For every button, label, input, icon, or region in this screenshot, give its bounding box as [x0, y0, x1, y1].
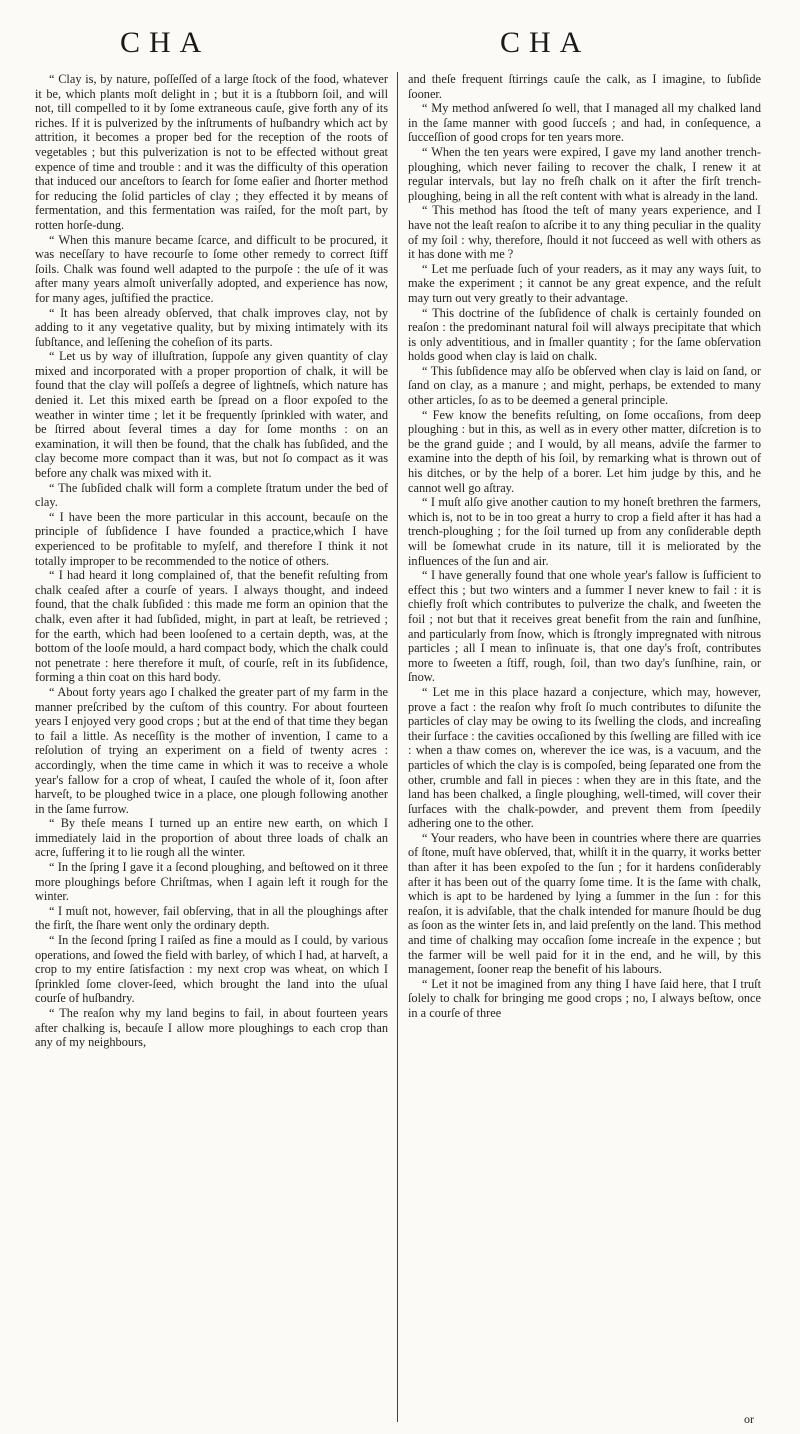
right-column: [408, 72, 761, 1422]
column-rule: [397, 72, 398, 1422]
paragraph: “ I have generally found that one whole year's fallow is ſufficient to effect this ; but two winters and a ſummer I never knew to fail : it is chiefly froſt which contributes to pulverize the chalk, and ſweeten the foil ; not but that it receives great benefit from the rain and ſunſhine, and particularly from ſnow, which is ſtrongly impregnated with nitrous particles ; all I mean to inſinuate is, that one day's froſt, contributes more to ſweeten a ſtiff, rough, ſoil, than two day's ſunſhine, rain, or ſnow.: [408, 568, 761, 685]
paragraph: “ I muſt not, however, fail obſerving, that in all the ploughings after the firſt, the ſhare went only the ordinary depth.: [35, 903, 388, 933]
paragraph: “ In the ſpring I gave it a ſecond ploughing, and beſtowed on it three more ploughings before Chriſtmas, when I again left it rough for the winter.: [35, 860, 388, 904]
running-head-right: CHA: [500, 26, 591, 59]
paragraph: “ Let us by way of illuſtration, ſuppoſe any given quantity of clay mixed and incorporated with a proper proportion of chalk, it will be found that the clay will poſſeſs a degree of lightneſs, which nature has denied it. Let this mixed earth be ſpread on a floor expoſed to the weather in winter time ; let it be frequently ſprinkled with water, and be ſtirred about ſeveral times a day for ſome months : on an examination, it will then be found, that the chalk has ſubſided, and the clay become more compact than it was, but not ſo compact as it was before any chalk was mixed with it.: [35, 349, 388, 481]
paragraph: “ The ſubſided chalk will form a complete ſtratum under the bed of clay.: [35, 480, 388, 510]
paragraph: “ In the ſecond ſpring I raiſed as fine a mould as I could, by various operations, and ſowed the field with barley, of which I had, at harveſt, a crop to my entire ſatisfaction : my next crop was wheat, on which I ſprinkled ſome clover-ſeed, which brought the land into the uſual courſe of huſbandry.: [35, 933, 388, 1006]
left-column: [35, 72, 388, 1422]
paragraph: “ This method has ſtood the teſt of many years experience, and I have not the leaſt reaſon to aſcribe it to any thing peculiar in the quality of my ſoil : why, therefore, ſhould it not ſucceed as well with others as it has done with me ?: [408, 203, 761, 262]
paragraph: “ It has been already obſerved, that chalk improves clay, not by adding to it any vegetative quality, but by mixing intimately with its ſubſtance, and leſſening the coheſion of its parts.: [35, 305, 388, 349]
paragraph: “ This doctrine of the ſubſidence of chalk is certainly founded on reaſon : the predominant natural foil will always precipitate that which is only adventitious, and in ſmaller quantity ; for the ſame obſervation holds good when clay is laid on chalk.: [408, 305, 761, 364]
paragraph: “ By theſe means I turned up an entire new earth, on which I immediately laid in the proportion of about three loads of chalk an acre, ſuffering it to lie rough all the winter.: [35, 816, 388, 860]
paragraph: “ This ſubſidence may alſo be obſerved when clay is laid on ſand, or ſand on clay, as a manure ; and might, perhaps, be extended to many other articles, ſo as to be deemed a general principle.: [408, 363, 761, 408]
paragraph-continuation: and theſe frequent ſtirrings cauſe the calk, as I imagine, to ſubſide ſooner.: [408, 72, 761, 101]
paragraph: “ Let it not be imagined from any thing I have ſaid here, that I truſt ſolely to chalk for bringing me good crops ; no, I always beſtow, once in a courſe of three: [408, 976, 761, 1020]
paragraph: “ I have been the more particular in this account, becauſe on the principle of ſubſidence I have founded a practice,which I have experienced to be profitable to myſelf, and therefore I think it not totally improper to be recommended to the notice of others.: [35, 509, 388, 568]
paragraph: “ Your readers, who have been in countries where there are quarries of ſtone, muſt have obſerved, that, whilſt it in the quarry, it works better than after it has been expoſed to the ſun ; for it hardens conſiderably after it has been out of the quarry ſome time. It is the ſame with chalk, which is apt to be hardened by lying a ſummer in the ſun : for this reaſon, it is adviſable, that the chalk intended for manure ſhould be dug as ſoon as the winter ſets in, and laid preſently on the land. This method and time of chalking may occaſion ſome increaſe in the expence ; but the farmer will be well paid for it in the end, and he will, by this management, ſooner reap the benefit of his labours.: [408, 830, 761, 977]
paragraph: “ Few know the benefits reſulting, on ſome occaſions, from deep ploughing : but in this, as well as in every other matter, diſcretion is to be the grand guide ; and I would, by all means, adviſe the farmer to examine into the depth of his ſoil, by remarking what is thrown out of his ditches, or by the help of a borer. Let him judge by this, and he cannot well go aſtray.: [408, 407, 761, 495]
paragraph: “ About forty years ago I chalked the greater part of my farm in the manner preſcribed by the cuſtom of this country. For about fourteen years I enjoyed very good crops ; but at the end of that time they began to fail a little. As neceſſity is the mother of invention, I came to a reſolution of trying an experiment on a field of twenty acres : accordingly, when the time came in which it was to receive a whole year's fallow for a crop of wheat, I cauſed the whole of it, ſoon after harveſt, to be ploughed twice in a place, one plough following another in the ſame furrow.: [35, 684, 388, 816]
catchword: or: [744, 1412, 754, 1426]
paragraph: “ The reaſon why my land begins to fail, in about fourteen years after chalking is, becauſe I allow more ploughings to each crop than any of my neighbours,: [35, 1006, 388, 1050]
paragraph: “ I had heard it long complained of, that the benefit reſulting from chalk ceaſed after a courſe of years. I always thought, and indeed found, that the chalk ſubſided : this made me form an opinion that the chalk, even after it had ſubſided, might, in part at leaſt, be retrieved ; for the earth, which had been looſened to a certain depth, was, at the bottom of the looſe mould, a hard compact body, which the chalk could not penetrate : here therefore it muſt, of courſe, reſt in its ſubſidence, forming a thin coat on this hard body.: [35, 568, 388, 685]
paragraph: “ Clay is, by nature, poſſeſſed of a large ſtock of the food, whatever it be, which plants moſt delight in ; but it is a ſtubborn ſoil, and will not, till compelled to it by ſome extraneous cauſe, give forth any of its riches. If it is pulverized by the inſtruments of huſbandry which act by attrition, it becomes a proper bed for the reception of the roots of vegetables ; but this pulverization is not to be effected without great expence of time and trouble : and it was the difficulty of this operation that induced our anceſtors to ſearch for ſome eaſier and ſhorter method for reducing the ſolid particles of clay ; they effected it by means of fermentation, and this fermentation was raiſed, for the moſt part, by rotten horſe-dung.: [35, 72, 388, 232]
paragraph: “ When this manure became ſcarce, and difficult to be procured, it was neceſſary to have recourſe to ſome other remedy to correct ſtiff ſoils. Chalk was found well adapted to the purpoſe : the uſe of it was after many years almoſt univerſally adopted, and experience has now, for many ages, juſtified the practice.: [35, 232, 388, 305]
paragraph: “ My method anſwered ſo well, that I managed all my chalked land in the ſame manner with good ſucceſs ; and had, in conſequence, a ſucceſſion of good crops for ten years more.: [408, 101, 761, 145]
paragraph: “ When the ten years were expired, I gave my land another trench-ploughing, which never failing to recover the chalk, I renew it at regular intervals, but lay no freſh chalk on it after the firſt trench-ploughing, being in all the reſt content with what is already in the land.: [408, 144, 761, 203]
paragraph: “ I muſt alſo give another caution to my honeſt brethren the farmers, which is, not to be in too great a hurry to crop a field after it has had a trench-ploughing ; for the ſoil turned up from any conſiderable depth will be ſomewhat crude in its nature, till it is meliorated by the influences of the ſun and air.: [408, 495, 761, 568]
running-head-left: CHA: [120, 26, 211, 59]
paragraph: “ Let me perſuade ſuch of your readers, as it may any ways ſuit, to make the experiment ; it cannot be any great expence, and the reſult may turn out very greatly to their advantage.: [408, 261, 761, 305]
paragraph: “ Let me in this place hazard a conjecture, which may, however, prove a fact : the reaſon why froſt ſo much contributes to diſunite the particles of clay may be owing to its ſwelling the clods, and increaſing their ſurface : the cavities occaſioned by this ſwelling are filled with ice : when a thaw comes on, wherever the ice was, is a vacuum, and the particles of which the clay is is compoſed, being ſeparated one from the other, crumble and fall in pieces : when they are in this ſtate, and the land has been chalked, a ſingle ploughing, well-timed, will cover their ſurfaces with the chalk-powder, and prevent them from ſpeedily adhering one to the other.: [408, 684, 761, 831]
running-header: [0, 26, 800, 66]
